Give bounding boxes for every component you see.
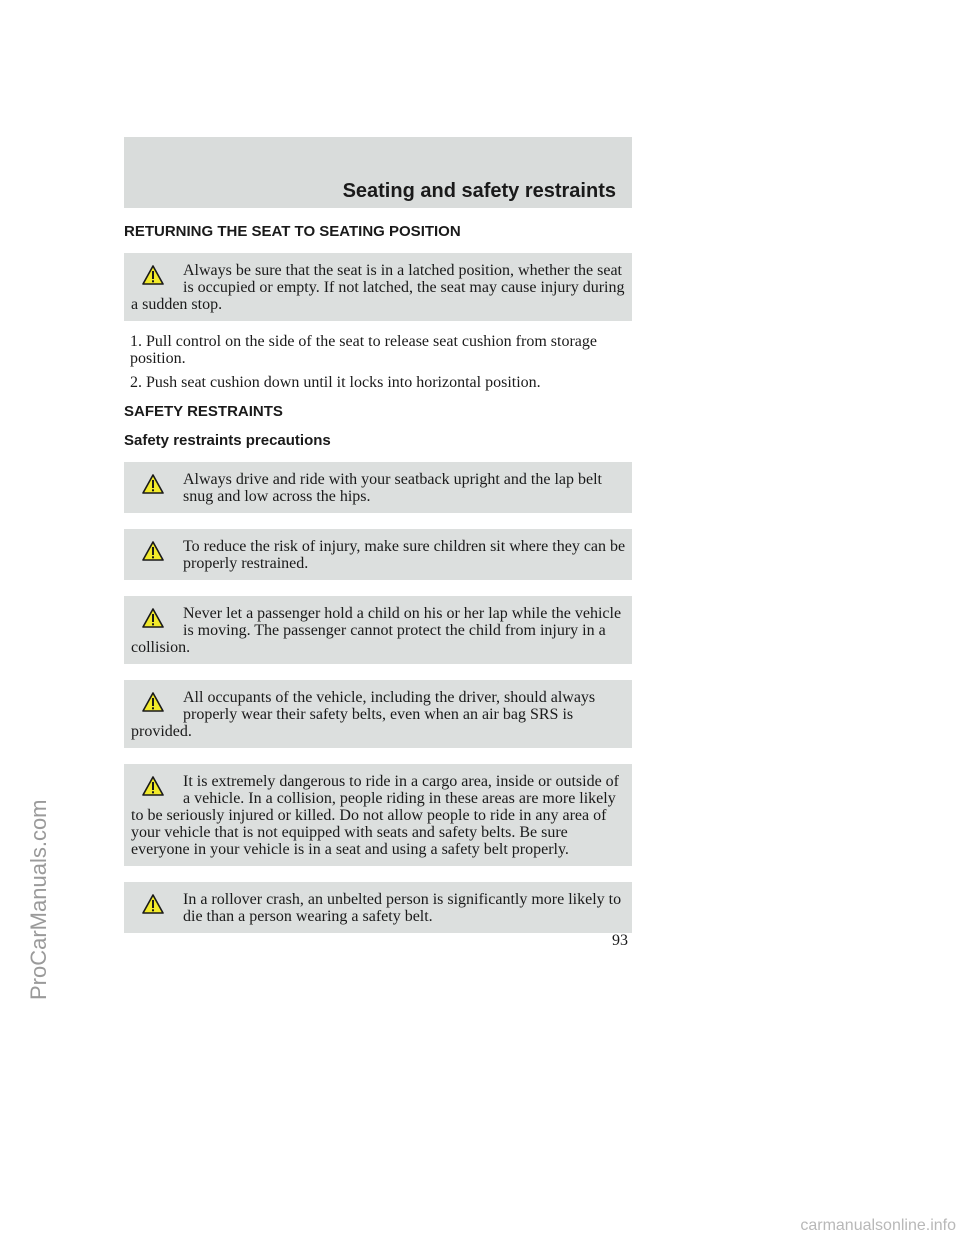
warning-box-seatback — [124, 462, 632, 513]
warning-text: Never let a passenger hold a child on his or her lap while the vehicle is moving. The passenger cannot protect the child from injury in a collision. — [131, 605, 622, 656]
page-content — [124, 222, 632, 933]
precautions-heading: Safety restraints precautions — [124, 432, 331, 449]
warning-triangle-icon — [142, 474, 164, 494]
warning-text: It is extremely dangerous to ride in a cargo area, inside or outside of a vehicle. In a collision, people riding in these areas are more likely to be seriously injured or killed. Do not allow people to ride in any area of your vehicle that is not equipped with seats and safety belts. Be sure everyone in your vehicle is in a seat and using a safety belt properly. — [131, 773, 620, 858]
page-number: 93 — [612, 932, 628, 949]
warning-triangle-icon — [142, 541, 164, 561]
warning-triangle-icon — [142, 692, 164, 712]
warning-box-rollover — [124, 882, 632, 933]
warning-box-lap — [124, 596, 632, 664]
header-band — [124, 137, 632, 208]
section-title: Seating and safety restraints — [342, 180, 616, 202]
warning-text: To reduce the risk of injury, make sure children sit where they can be properly restrained. — [183, 538, 626, 572]
warning-box-children — [124, 529, 632, 580]
warning-text: Always be sure that the seat is in a latched position, whether the seat is occupied or empty. If not latched, the seat may cause injury during a sudden stop. — [131, 262, 625, 313]
warning-triangle-icon — [142, 608, 164, 628]
returning-seat-heading: RETURNING THE SEAT TO SEATING POSITION — [124, 223, 461, 240]
safety-restraints-heading: SAFETY RESTRAINTS — [124, 403, 283, 420]
step-1: 1. Pull control on the side of the seat to release seat cushion from storage position. — [130, 333, 597, 367]
warning-triangle-icon — [142, 776, 164, 796]
warning-text: Always drive and ride with your seatback upright and the lap belt snug and low across the hips. — [183, 471, 602, 505]
warning-triangle-icon — [142, 894, 164, 914]
warning-box-latched — [124, 253, 632, 321]
warning-text: In a rollover crash, an unbelted person is significantly more likely to die than a person wearing a safety belt. — [183, 891, 622, 925]
warning-box-cargo — [124, 764, 632, 866]
step-2: 2. Push seat cushion down until it locks into horizontal position. — [130, 374, 541, 391]
watermark-procarmanuals: ProCarManuals.com — [26, 799, 51, 1000]
warning-triangle-icon — [142, 265, 164, 285]
watermark-carmanualsonline: carmanualsonline.info — [800, 1217, 956, 1234]
warning-box-occupants — [124, 680, 632, 748]
warning-text: All occupants of the vehicle, including the driver, should always properly wear their safety belts, even when an air bag SRS is provided. — [131, 689, 596, 740]
